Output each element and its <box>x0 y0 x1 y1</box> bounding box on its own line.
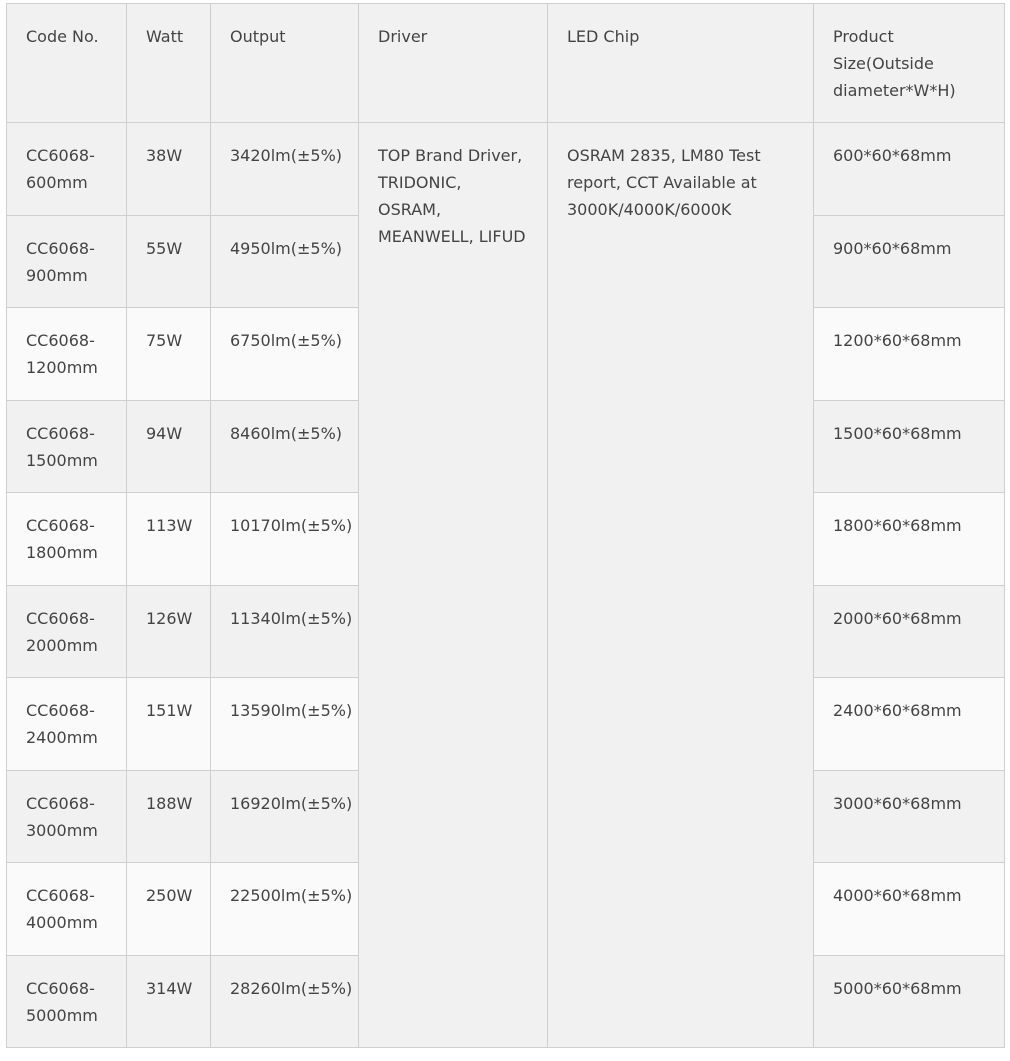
cell-watt: 55W <box>127 215 211 308</box>
cell-code: CC6068-3000mm <box>7 770 127 863</box>
cell-size: 1200*60*68mm <box>814 308 1005 401</box>
cell-watt: 188W <box>127 770 211 863</box>
header-size: Product Size(Outside diameter*W*H) <box>814 4 1005 123</box>
header-driver: Driver <box>359 4 548 123</box>
cell-code: CC6068-1800mm <box>7 493 127 586</box>
cell-led-chip: OSRAM 2835, LM80 Test report, CCT Available at 3000K/4000K/6000K <box>548 123 814 1048</box>
cell-size: 1800*60*68mm <box>814 493 1005 586</box>
table-header-row <box>7 4 1005 123</box>
cell-code: CC6068-2400mm <box>7 678 127 771</box>
cell-size: 600*60*68mm <box>814 123 1005 216</box>
header-led-chip: LED Chip <box>548 4 814 123</box>
cell-code: CC6068-1200mm <box>7 308 127 401</box>
cell-size: 2000*60*68mm <box>814 585 1005 678</box>
cell-code: CC6068-2000mm <box>7 585 127 678</box>
cell-output: 28260lm(±5%) <box>211 955 359 1048</box>
table-row <box>7 123 1005 216</box>
cell-driver: TOP Brand Driver, TRIDONIC, OSRAM, MEANWELL, LIFUD <box>359 123 548 1048</box>
cell-watt: 151W <box>127 678 211 771</box>
cell-size: 4000*60*68mm <box>814 863 1005 956</box>
cell-code: CC6068-5000mm <box>7 955 127 1048</box>
header-output: Output <box>211 4 359 123</box>
cell-watt: 314W <box>127 955 211 1048</box>
cell-output: 3420lm(±5%) <box>211 123 359 216</box>
cell-size: 900*60*68mm <box>814 215 1005 308</box>
cell-watt: 94W <box>127 400 211 493</box>
cell-code: CC6068-1500mm <box>7 400 127 493</box>
cell-code: CC6068-600mm <box>7 123 127 216</box>
cell-watt: 113W <box>127 493 211 586</box>
cell-size: 5000*60*68mm <box>814 955 1005 1048</box>
cell-watt: 38W <box>127 123 211 216</box>
header-code: Code No. <box>7 4 127 123</box>
cell-output: 10170lm(±5%) <box>211 493 359 586</box>
cell-watt: 75W <box>127 308 211 401</box>
cell-watt: 126W <box>127 585 211 678</box>
cell-output: 22500lm(±5%) <box>211 863 359 956</box>
header-watt: Watt <box>127 4 211 123</box>
cell-watt: 250W <box>127 863 211 956</box>
cell-code: CC6068-900mm <box>7 215 127 308</box>
cell-size: 1500*60*68mm <box>814 400 1005 493</box>
cell-output: 11340lm(±5%) <box>211 585 359 678</box>
cell-output: 6750lm(±5%) <box>211 308 359 401</box>
cell-output: 8460lm(±5%) <box>211 400 359 493</box>
cell-output: 4950lm(±5%) <box>211 215 359 308</box>
cell-size: 2400*60*68mm <box>814 678 1005 771</box>
cell-size: 3000*60*68mm <box>814 770 1005 863</box>
table-body <box>7 123 1005 1048</box>
cell-output: 13590lm(±5%) <box>211 678 359 771</box>
cell-code: CC6068-4000mm <box>7 863 127 956</box>
cell-output: 16920lm(±5%) <box>211 770 359 863</box>
spec-table <box>6 3 1005 1048</box>
